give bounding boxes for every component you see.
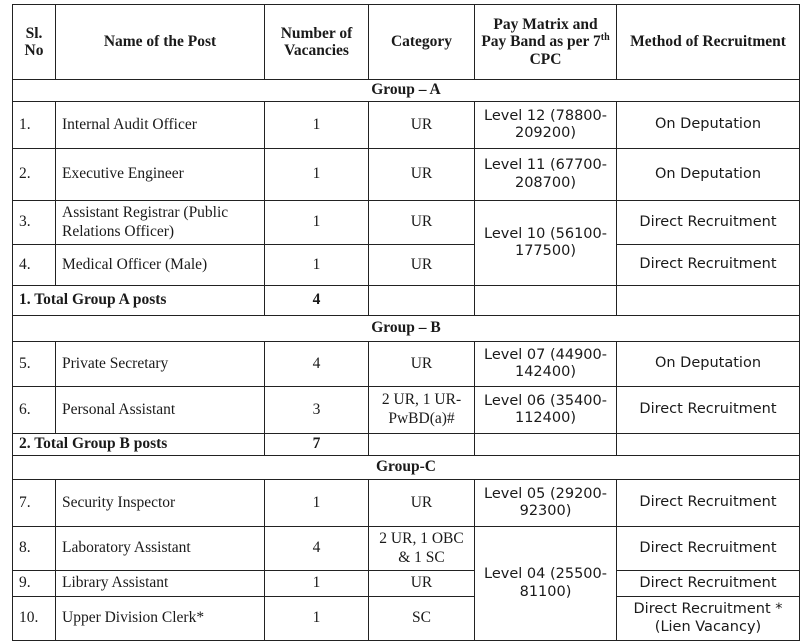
empty-cell (617, 286, 800, 316)
cell-method: Direct Recruitment (617, 245, 800, 286)
total-a-value: 4 (265, 286, 369, 316)
header-pay (475, 5, 617, 80)
cell-category: UR (369, 480, 475, 527)
cell-method: Direct Recruitment (617, 201, 800, 245)
cell-method: Direct Recruitment *(Lien Vacancy) (617, 597, 800, 641)
cell-sl: 5. (13, 342, 56, 387)
cell-category: UR (369, 102, 475, 149)
cell-vacancies: 4 (265, 527, 369, 571)
cell-sl: 2. (13, 149, 56, 201)
table-row (13, 201, 800, 245)
header-category: Category (369, 5, 475, 80)
cell-category: 2 UR, 1 UR-PwBD(a)# (369, 387, 475, 434)
table-row (13, 245, 800, 286)
total-row (13, 434, 800, 456)
group-a-heading: Group – A (13, 80, 800, 102)
empty-cell (617, 434, 800, 456)
cell-vacancies: 1 (265, 149, 369, 201)
header-sl: Sl. No (13, 5, 56, 80)
cell-vacancies: 1 (265, 245, 369, 286)
cell-post: Personal Assistant (56, 387, 265, 434)
total-row (13, 286, 800, 316)
cell-sl: 8. (13, 527, 56, 571)
cell-vacancies: 4 (265, 342, 369, 387)
empty-cell (475, 286, 617, 316)
cell-pay: Level 05 (29200-92300) (475, 480, 617, 527)
cell-vacancies: 1 (265, 597, 369, 641)
cell-sl: 1. (13, 102, 56, 149)
total-b-label: 2. Total Group B posts (13, 434, 265, 456)
cell-post: Internal Audit Officer (56, 102, 265, 149)
cell-post: Upper Division Clerk* (56, 597, 265, 641)
cell-post: Assistant Registrar (Public Relations Officer) (56, 201, 265, 245)
cell-post: Executive Engineer (56, 149, 265, 201)
group-b-heading: Group – B (13, 316, 800, 342)
table-row (13, 571, 800, 597)
cell-post: Laboratory Assistant (56, 527, 265, 571)
cell-vacancies: 1 (265, 102, 369, 149)
cell-method: Direct Recruitment (617, 571, 800, 597)
table-row (13, 387, 800, 434)
header-method: Method of Recruitment (617, 5, 800, 80)
group-c-heading: Group-C (13, 456, 800, 480)
group-row (13, 316, 800, 342)
cell-pay: Level 11 (67700-208700) (475, 149, 617, 201)
header-vacancies: Number of Vacancies (265, 5, 369, 80)
cell-method: Direct Recruitment (617, 387, 800, 434)
cell-sl: 7. (13, 480, 56, 527)
cell-sl: 6. (13, 387, 56, 434)
cell-pay: Level 07 (44900-142400) (475, 342, 617, 387)
cell-category: UR (369, 245, 475, 286)
cell-sl: 9. (13, 571, 56, 597)
header-pay-end: CPC (529, 50, 562, 68)
table-row (13, 149, 800, 201)
cell-category: UR (369, 149, 475, 201)
cell-category: UR (369, 571, 475, 597)
vacancy-table (12, 4, 800, 641)
cell-pay: Level 10 (56100-177500) (475, 201, 617, 286)
group-row (13, 80, 800, 102)
empty-cell (475, 434, 617, 456)
cell-sl: 3. (13, 201, 56, 245)
cell-method: On Deputation (617, 102, 800, 149)
cell-pay: Level 04 (25500-81100) (475, 527, 617, 641)
cell-vacancies: 3 (265, 387, 369, 434)
cell-pay: Level 06 (35400-112400) (475, 387, 617, 434)
cell-post: Private Secretary (56, 342, 265, 387)
table-row (13, 102, 800, 149)
cell-post: Security Inspector (56, 480, 265, 527)
cell-sl: 10. (13, 597, 56, 641)
empty-cell (369, 434, 475, 456)
cell-pay: Level 12 (78800-209200) (475, 102, 617, 149)
cell-category: UR (369, 342, 475, 387)
cell-category: 2 UR, 1 OBC & 1 SC (369, 527, 475, 571)
total-b-value: 7 (265, 434, 369, 456)
cell-vacancies: 1 (265, 571, 369, 597)
cell-sl: 4. (13, 245, 56, 286)
cell-method: Direct Recruitment (617, 480, 800, 527)
cell-post: Library Assistant (56, 571, 265, 597)
cell-method: On Deputation (617, 149, 800, 201)
header-pay-main: Pay Matrix and Pay Band as per 7 (481, 15, 601, 51)
header-row (13, 5, 800, 80)
empty-cell (369, 286, 475, 316)
table-row (13, 527, 800, 571)
table-row (13, 480, 800, 527)
cell-method: On Deputation (617, 342, 800, 387)
group-row (13, 456, 800, 480)
table-row (13, 597, 800, 641)
cell-post: Medical Officer (Male) (56, 245, 265, 286)
cell-category: UR (369, 201, 475, 245)
cell-method: Direct Recruitment (617, 527, 800, 571)
cell-vacancies: 1 (265, 201, 369, 245)
cell-category: SC (369, 597, 475, 641)
table-row (13, 342, 800, 387)
cell-vacancies: 1 (265, 480, 369, 527)
header-pay-sup: th (600, 32, 610, 44)
header-post: Name of the Post (56, 5, 265, 80)
total-a-label: 1. Total Group A posts (13, 286, 265, 316)
